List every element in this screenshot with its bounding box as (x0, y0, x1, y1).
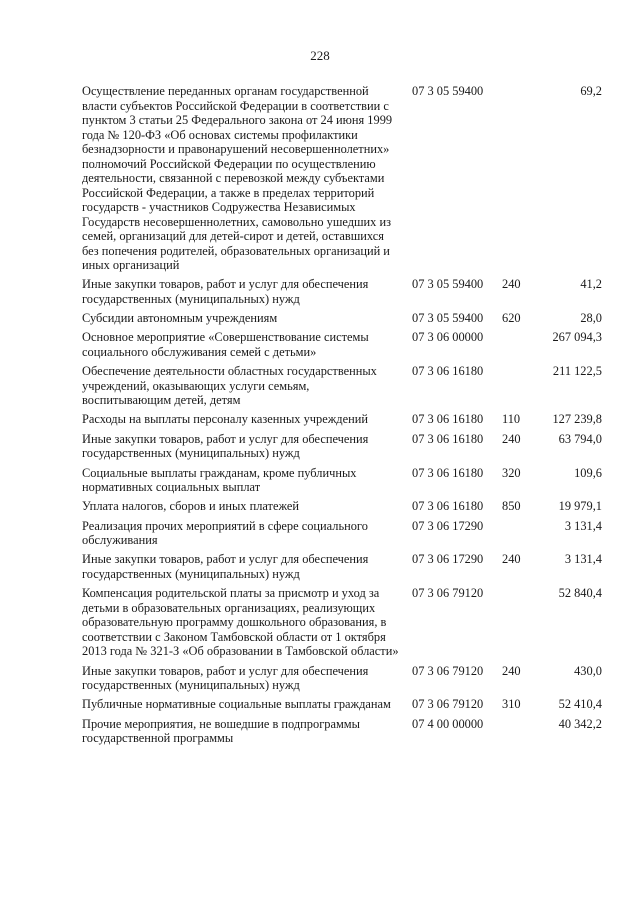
expense-type-code: 310 (502, 697, 521, 712)
amount: 28,0 (580, 311, 602, 326)
expense-type-code: 620 (502, 311, 521, 326)
expense-name: Прочие мероприятия, не вошедшие в подпрограммы государственной программы (82, 716, 360, 746)
amount: 40 342,2 (558, 716, 602, 731)
amount: 69,2 (580, 84, 602, 98)
amount: 52 410,4 (558, 697, 602, 712)
amount: 267 094,3 (552, 330, 602, 345)
amount: 41,2 (580, 277, 602, 292)
target-code: 07 3 06 17290 (412, 552, 484, 567)
expense-type-code: 240 (502, 277, 521, 292)
amount: 3 131,4 (564, 518, 602, 533)
expense-type-code: 240 (502, 663, 521, 678)
table-row (82, 277, 602, 306)
expense-name: Социальные выплаты гражданам, кроме публичных нормативных социальных выплат (82, 465, 357, 495)
expense-type-code: 240 (502, 552, 521, 567)
amount: 127 239,8 (552, 412, 602, 427)
expense-name: Публичные нормативные социальные выплаты гражданам (82, 697, 391, 712)
target-code: 07 3 06 00000 (412, 330, 484, 345)
target-code: 07 3 05 59400 (412, 311, 484, 326)
expense-name: Расходы на выплаты персоналу казенных учреждений (82, 412, 368, 427)
table-row (82, 519, 602, 548)
target-code: 07 3 06 16180 (412, 364, 484, 379)
target-code: 07 3 06 16180 (412, 499, 484, 514)
table-row (82, 717, 602, 746)
table-row (82, 412, 602, 427)
expense-type-code: 320 (502, 465, 521, 480)
expense-type-code: 110 (502, 412, 521, 427)
table-row (82, 84, 602, 273)
amount: 63 794,0 (558, 431, 602, 446)
expense-name: Иные закупки товаров, работ и услуг для обеспечения государственных (муниципальных) нужд (82, 663, 369, 693)
table-row (82, 364, 602, 408)
amount: 52 840,4 (558, 586, 602, 601)
amount: 109,6 (574, 465, 602, 480)
table-row (82, 664, 602, 693)
amount: 3 131,4 (564, 552, 602, 567)
target-code: 07 3 06 17290 (412, 518, 484, 533)
table-row (82, 552, 602, 581)
expense-name: Субсидии автономным учреждениям (82, 311, 278, 326)
table-row (82, 586, 602, 659)
expense-name: Реализация прочих мероприятий в сфере социального обслуживания (82, 518, 368, 548)
table-row (82, 697, 602, 712)
expense-name: Компенсация родительской платы за присмотр и уход за детьми в образовательных организациях, реализующих образовательную программу дошкольного образования, в соответствии с Законом Тамбовской области от 1 октября 2013 года № 321-З «Об образовании в Тамбовской области» (82, 586, 399, 659)
table-row (82, 499, 602, 514)
amount: 19 979,1 (558, 499, 602, 514)
expense-name: Обеспечение деятельности областных государственных учреждений, оказывающих услуги семьям, воспитывающим детей, детям (82, 364, 377, 408)
budget-table (82, 84, 602, 750)
target-code: 07 3 05 59400 (412, 277, 484, 292)
expense-name: Иные закупки товаров, работ и услуг для обеспечения государственных (муниципальных) нужд (82, 552, 369, 581)
expense-name: Иные закупки товаров, работ и услуг для обеспечения государственных (муниципальных) нужд (82, 277, 369, 306)
table-row (82, 330, 602, 359)
target-code: 07 3 06 16180 (412, 465, 484, 480)
expense-name: Иные закупки товаров, работ и услуг для обеспечения государственных (муниципальных) нужд (82, 431, 369, 461)
table-row (82, 466, 602, 495)
target-code: 07 3 06 79120 (412, 663, 484, 678)
amount: 211 122,5 (552, 364, 602, 379)
target-code: 07 3 05 59400 (412, 84, 484, 98)
amount: 430,0 (574, 663, 602, 678)
target-code: 07 3 06 16180 (412, 431, 484, 446)
expense-name: Осуществление переданных органам государственной власти субъектов Российской Федерации в соответствии с пунктом 3 статьи 25 Федерального закона от 24 июня 1999 года № 120-ФЗ «Об основах системы профилактики безнадзорности и правонарушений несовершеннолетних» полномочий Российской Федерации по осуществлению деятельности, связанной с перевозкой между субъектами Российской Федерации, а также в пределах территорий государств - участников Содружества Независимых Государств несовершеннолетних, самовольно ушедших из семей, организаций для детей-сирот и детей, оставшихся без попечения родителей, образовательных организаций и иных организаций (82, 84, 393, 272)
expense-type-code: 850 (502, 499, 521, 514)
target-code: 07 3 06 79120 (412, 697, 484, 712)
expense-name: Уплата налогов, сборов и иных платежей (82, 499, 300, 514)
expense-name: Основное мероприятие «Совершенствование системы социального обслуживания семей с детьми» (82, 330, 369, 359)
expense-type-code: 240 (502, 431, 521, 446)
table-row (82, 311, 602, 326)
target-code: 07 4 00 00000 (412, 716, 484, 731)
target-code: 07 3 06 79120 (412, 586, 484, 601)
target-code: 07 3 06 16180 (412, 412, 484, 427)
page-number: 228 (310, 48, 330, 63)
table-row (82, 432, 602, 461)
